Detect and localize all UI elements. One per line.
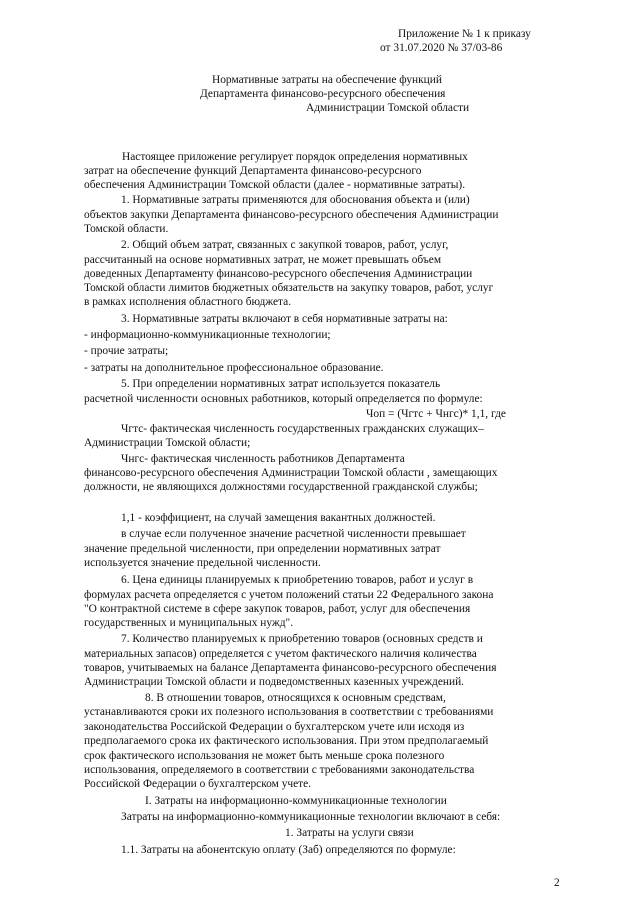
intro-line1: Настоящее приложение регулирует порядок определения нормативных (122, 151, 468, 163)
p8-line2: устанавливаются сроки их полезного использования в соответствии с требованиями (84, 706, 494, 718)
title-line3: Администрации Томской области (306, 102, 470, 114)
p8-line4: предполагаемого срока их фактического использования. При этом предполагаемый (84, 735, 489, 747)
definition-chgts-line2: Администрации Томской области; (84, 437, 251, 449)
p6-line3: "О контрактной системе в сфере закупок товаров, работ, услуг для обеспечения (84, 603, 471, 615)
p2-line4: Томской области лимитов бюджетных обязательств на закупку товаров, работ, услуг (84, 282, 494, 294)
p2-line1: 2. Общий объем затрат, связанных с закупкой товаров, работ, услуг, (121, 239, 449, 251)
annex-reference-line1: Приложение № 1 к приказу (398, 28, 531, 40)
p6-line2: формулах расчета определяется с учетом положений статьи 22 Федерального закона (84, 589, 494, 601)
p2-line2: рассчитанный на основе нормативных затрат, не может превышать объем (84, 254, 442, 266)
p2-line5: в рамках исполнения областного бюджета. (84, 296, 292, 308)
p8-line3: законодательства Российской Федерации о бухгалтерском учете или исходя из (84, 721, 465, 733)
definition-chgts-line1: Чгтс- фактическая численность государственных гражданских служащих– (121, 423, 484, 435)
section-heading: I. Затраты на информационно-коммуникационные технологии (145, 795, 447, 807)
p8-line5: срок фактического использования не может быть меньше срока полезного (84, 750, 445, 762)
item-1-1: 1.1. Затраты на абонентскую оплату (Заб) определяются по формуле: (121, 844, 456, 856)
p1-line1: 1. Нормативные затраты применяются для обоснования объекта и (или) (121, 194, 470, 206)
title-line2: Департамента финансово-ресурсного обеспечения (200, 88, 446, 100)
page-number: 2 (554, 877, 560, 889)
p3-line1: 3. Нормативные затраты включают в себя нормативные затраты на: (121, 313, 448, 325)
p7-line1: 7. Количество планируемых к приобретению товаров (основных средств и (121, 633, 483, 645)
p5-line2: расчетной численности основных работников, который определяется по формуле: (84, 393, 483, 405)
intro-line3: обеспечения Администрации Томской области (далее - нормативные затраты). (84, 179, 466, 191)
title-line1: Нормативные затраты на обеспечение функций (212, 74, 442, 86)
p7-line3: товаров, учитываемых на балансе Департамента финансово-ресурсного обеспечения (84, 662, 497, 674)
p2-line3: доведенных Департаменту финансово-ресурсного обеспечения Администрации (84, 268, 473, 280)
p1-line3: Томской области. (84, 223, 169, 235)
definition-chngs-line1: Чнгс- фактическая численность работников Департамента (121, 453, 405, 465)
section-intro: Затраты на информационно-коммуникационные технологии включают в себя: (121, 811, 501, 823)
p3-list-item: - затраты на дополнительное профессиональное образование. (84, 362, 384, 374)
p7-line4: Администрации Томской области и подведомственных казенных учреждений. (84, 676, 465, 688)
p8-line1: 8. В отношении товаров, относящихся к основным средствам, (145, 692, 446, 704)
p8-line7: Российской Федерации о бухгалтерском учете. (84, 778, 312, 790)
limit-case-line1: в случае если полученное значение расчетной численности превышает (121, 528, 466, 540)
subsection-heading: 1. Затраты на услуги связи (285, 827, 414, 839)
definition-chngs-line3: должности, не являющихся должностями государственной гражданской службы; (84, 481, 478, 493)
p8-line6: использования, определяемого в соответствии с требованиями законодательства (84, 764, 475, 776)
definition-chngs-line2: финансово-ресурсного обеспечения Администрации Томской области , замещающих (84, 467, 498, 479)
annex-reference-line2: от 31.07.2020 № 37/03-86 (380, 42, 503, 54)
p3-list-item: - прочие затраты; (84, 345, 169, 357)
intro-line2: затрат на обеспечение функций Департамента финансово-ресурсного (84, 165, 422, 177)
p6-line4: государственных и муниципальных нужд". (84, 617, 294, 629)
p6-line1: 6. Цена единицы планируемых к приобретению товаров, работ и услуг в (121, 574, 474, 586)
p3-list-item: - информационно-коммуникационные технологии; (84, 329, 331, 341)
p5-line1: 5. При определении нормативных затрат используется показатель (121, 378, 441, 390)
p1-line2: объектов закупки Департамента финансово-ресурсного обеспечения Администрации (84, 209, 499, 221)
p7-line2: материальных запасов) определяется с учетом фактического наличия количества (84, 648, 477, 660)
limit-case-line2: значение предельной численности, при определении нормативных затрат (84, 543, 441, 555)
limit-case-line3: используется значение предельной численности. (84, 557, 321, 569)
headcount-formula: Чоп = (Чгтс + Чнгс)* 1,1, где (366, 408, 506, 420)
coefficient-definition: 1,1 - коэффициент, на случай замещения вакантных должностей. (121, 512, 436, 524)
